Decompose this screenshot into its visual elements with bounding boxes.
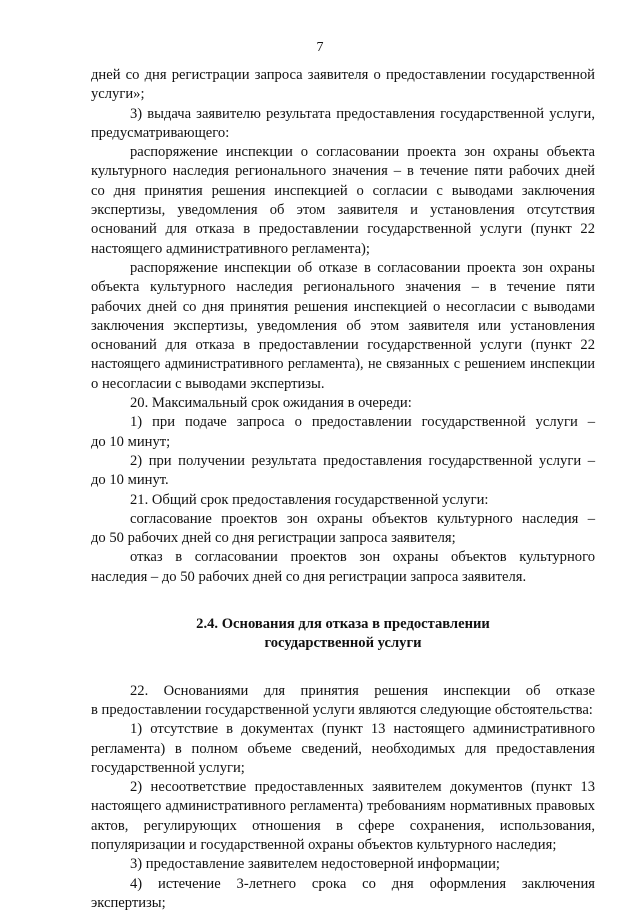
paragraph-line: 3) предоставление заявителем недостоверной информации; xyxy=(130,856,500,873)
paragraph-line: дней со дня регистрации запроса заявителя о предоставлении государственной xyxy=(91,67,595,83)
paragraph-line: 22. Основаниями для принятия решения инспекции об отказе xyxy=(130,682,595,699)
paragraph-line: настоящего административного регламента) требованиям нормативных правовых xyxy=(91,798,595,815)
paragraph-line: 3) выдача заявителю результата предоставления государственной услуги, xyxy=(130,105,595,122)
paragraph-line: в предоставлении государственной услуги являются следующие обстоятельства: xyxy=(91,701,593,718)
paragraph-line: до 50 рабочих дней со дня регистрации запроса заявителя; xyxy=(91,530,456,547)
paragraph-line: 2) при получении результата предоставления государственной услуги – xyxy=(130,452,595,469)
paragraph-line: экспертизы; xyxy=(91,894,166,911)
paragraph-line: 1) отсутствие в документах (пункт 13 настоящего административного xyxy=(130,721,595,738)
paragraph-line: распоряжение инспекции об отказе в согласовании проекта зон охраны xyxy=(130,259,595,276)
spacer xyxy=(91,654,595,682)
paragraph-line: экспертизы, уведомления об этом заявителя и установления отсутствия xyxy=(91,202,595,219)
section-title: государственной услуги xyxy=(264,635,422,652)
document-body xyxy=(91,66,595,913)
page-number: 7 xyxy=(316,40,324,55)
paragraph-line: заключения экспертизы, уведомления об этом заявителя или установления xyxy=(91,317,595,334)
paragraph-line: актов, регулирующих отношения в сфере сохранения, использования, xyxy=(91,817,595,834)
paragraph-line: регламента) в полном объеме сведений, необходимых для предоставления xyxy=(91,740,595,757)
paragraph-line: культурного наследия регионального значения – в течение пяти рабочих дней xyxy=(91,163,595,180)
paragraph-line: объекта культурного наследия регионального значения – в течение пяти xyxy=(91,279,595,296)
paragraph-line: настоящего административного регламента), не связанных с решением инспекции xyxy=(91,356,595,373)
paragraph-line: рабочих дней со дня принятия решения инспекцией о несогласии с выводами xyxy=(91,298,595,315)
paragraph-line: 4) истечение 3-летнего срока со дня оформления заключения xyxy=(130,875,595,892)
paragraph-line: отказ в согласовании проектов зон охраны объектов культурного xyxy=(130,549,595,566)
paragraph-line: 21. Общий срок предоставления государственной услуги: xyxy=(130,491,489,508)
paragraph-line: настоящего административного регламента); xyxy=(91,240,370,257)
paragraph-line: наследия – до 50 рабочих дней со дня регистрации запроса заявителя. xyxy=(91,568,527,585)
paragraph-line: распоряжение инспекции о согласовании проекта зон охраны объекта xyxy=(130,144,595,161)
paragraph-line: предусматривающего: xyxy=(91,124,230,141)
spacer xyxy=(91,587,595,615)
paragraph-line: оснований для отказа в предоставлении государственной услуги (пункт 22 xyxy=(91,337,595,354)
paragraph-line: 2) несоответствие предоставленных заявителем документов (пункт 13 xyxy=(130,779,595,796)
paragraph-line: до 10 минут; xyxy=(91,433,171,450)
paragraph-line: оснований для отказа в предоставлении государственной услуги (пункт 22 xyxy=(91,221,595,238)
paragraph-line: популяризации и государственной охраны объектов культурного наследия; xyxy=(91,836,557,853)
paragraph-line: государственной услуги; xyxy=(91,759,245,776)
paragraph-line: 20. Максимальный срок ожидания в очереди: xyxy=(130,395,412,412)
paragraph-line: со дня принятия решения инспекцией о согласии с выводами заключения xyxy=(91,182,595,199)
paragraph-line: до 10 минут. xyxy=(91,472,169,489)
paragraph-line: услуги»; xyxy=(91,86,145,103)
section-title: 2.4. Основания для отказа в предоставлении xyxy=(196,616,490,633)
paragraph-line: 1) при подаче запроса о предоставлении государственной услуги – xyxy=(130,414,595,431)
paragraph-line: согласование проектов зон охраны объектов культурного наследия – xyxy=(130,510,595,527)
paragraph-line: о несогласии с выводами экспертизы. xyxy=(91,375,325,392)
